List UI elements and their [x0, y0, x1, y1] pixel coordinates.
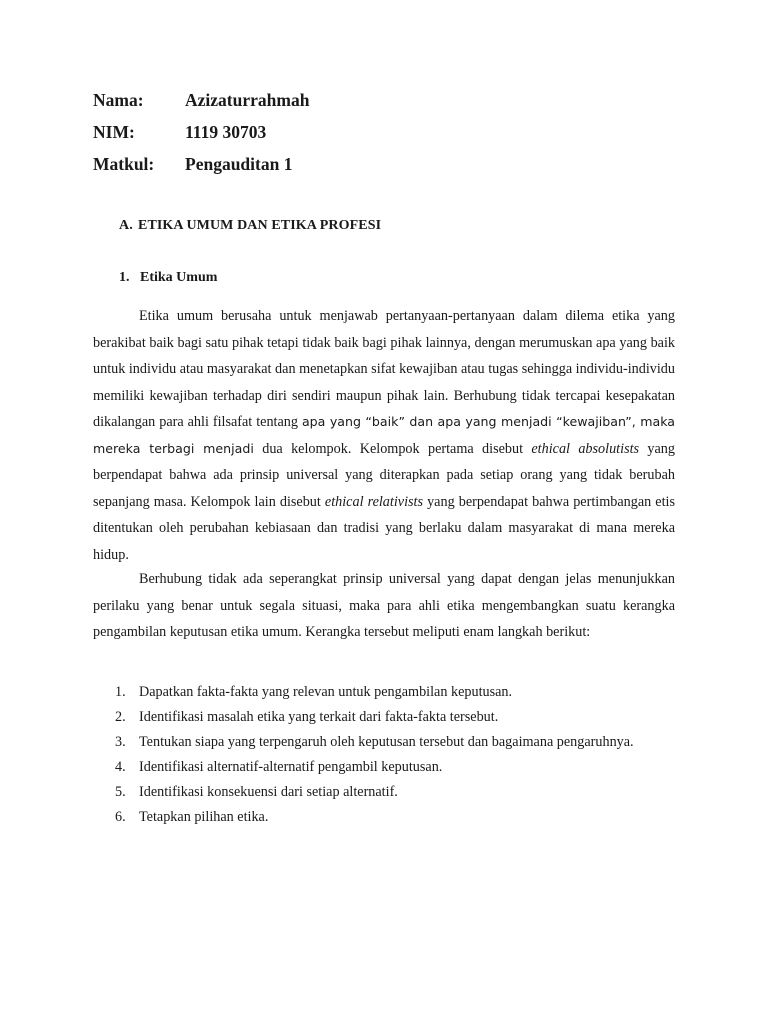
list-item — [115, 730, 675, 755]
nim-value: 1119 30703 — [185, 121, 267, 142]
list-item — [115, 805, 675, 830]
list-item-text: Dapatkan fakta-fakta yang relevan untuk pengambilan keputusan. — [139, 684, 513, 700]
list-item-text: Identifikasi alternatif-alternatif pengambil keputusan. — [139, 759, 443, 775]
list-item-text: Identifikasi konsekuensi dari setiap alternatif. — [139, 784, 398, 800]
list-item-number: 1. — [115, 684, 126, 700]
list-item-text: Identifikasi masalah etika yang terkait dari fakta-fakta tersebut. — [139, 709, 499, 725]
list-item — [115, 680, 675, 705]
paragraph1-text-3: yang berpendapat bahwa ada prinsip universal yang diterapkan pada setiap orang yang tidak berubah sepanjang masa. Kelompok lain disebut — [93, 440, 675, 510]
paragraph1-text-4: yang berpendapat bahwa pertimbangan etis ditentukan oleh perubahan kebiasaan dan tradisi yang berlaku dalam masyarakat di mana mereka hidup. — [93, 493, 675, 563]
subsection-marker: 1. — [119, 270, 130, 285]
paragraph-framework: Berhubung tidak ada seperangkat prinsip universal yang dapat dengan jelas menunjukkan perilaku yang benar untuk segala situasi, maka para ahli etika mengembangkan suatu kerangka pengambilan keputusan etika umum. Kerangka tersebut meliputi enam langkah berikut: — [93, 571, 675, 640]
term-ethical-absolutists: ethical absolutists — [531, 440, 640, 457]
list-item-number: 5. — [115, 784, 126, 800]
course-label: Matkul: — [93, 153, 155, 174]
nim-label: NIM: — [93, 121, 135, 142]
section-title-text: ETIKA UMUM DAN ETIKA PROFESI — [138, 218, 382, 233]
course-row — [93, 148, 309, 180]
list-item — [115, 705, 675, 730]
course-value: Pengauditan 1 — [185, 153, 293, 174]
term-ethical-relativists: ethical relativists — [324, 493, 424, 510]
name-row — [93, 84, 309, 116]
list-item-number: 4. — [115, 759, 126, 775]
student-info-header — [93, 84, 309, 180]
subsection-heading — [119, 270, 217, 286]
section-marker: A. — [119, 218, 133, 233]
subsection-title-text: Etika Umum — [140, 270, 218, 285]
list-item — [115, 755, 675, 780]
section-heading — [119, 218, 381, 234]
list-item-number: 2. — [115, 709, 126, 725]
paragraph1-text-2: dua kelompok. Kelompok pertama disebut — [253, 440, 532, 457]
list-item-text: Tetapkan pilihan etika. — [139, 809, 269, 825]
paragraph1-sans-text: apa yang “baik” dan apa yang menjadi “kewajiban”, maka mereka terbagi menjadi — [93, 414, 675, 456]
paragraph-etika-umum — [93, 303, 675, 568]
list-item-number: 6. — [115, 809, 126, 825]
list-item — [115, 780, 675, 805]
nim-row — [93, 116, 309, 148]
list-item-text: Tentukan siapa yang terpengaruh oleh keputusan tersebut dan bagaimana pengaruhnya. — [139, 734, 634, 750]
steps-list — [115, 680, 675, 830]
name-value: Azizaturrahmah — [185, 89, 310, 110]
paragraph1-text-1: Etika umum berusaha untuk menjawab pertanyaan-pertanyaan dalam dilema etika yang berakibat baik bagi satu pihak tetapi tidak baik bagi pihak lainnya, dengan merumuskan apa yang baik untuk individu atau masyarakat dan menetapkan sifat kewajiban atau tugas sehingga individu-individu memiliki kewajiban terhadap diri sendiri maupun pihak lain. Berhubung tidak tercapai kesepakatan dikalangan para ahli filsafat tentang — [93, 308, 675, 430]
list-item-number: 3. — [115, 734, 126, 750]
name-label: Nama: — [93, 89, 144, 110]
